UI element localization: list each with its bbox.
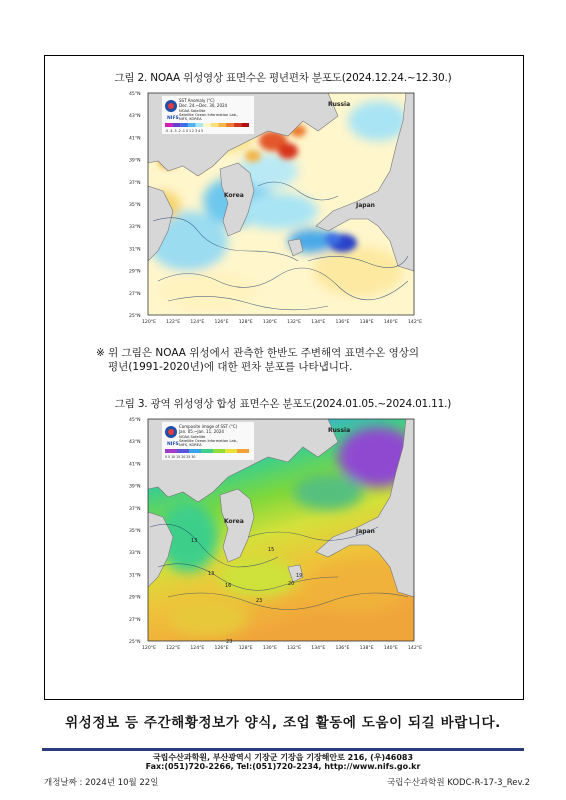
lat-tick-label: 33°N [129,551,141,557]
lon-tick-label: 130°E [262,646,277,651]
sst-composite-map [128,417,420,657]
colorbar-swatch [188,123,196,127]
note-line-2: 평년(1991-2020년)에 대한 편차 분포를 나타냅니다. [108,361,353,373]
colorbar-swatch [226,123,234,127]
lon-tick-label: 122°E [166,646,181,651]
contour-label: 20 [288,581,295,587]
lat-tick-label: 39°N [129,484,141,490]
label-japan: Japan [356,528,375,535]
lon-tick-label: 136°E [335,646,350,651]
contour-label: 19 [296,573,303,579]
lon-tick-label: 134°E [311,320,326,325]
lat-tick-label: 25°N [129,314,141,319]
lat-tick-label: 29°N [129,595,141,601]
colorbar-swatch [165,123,173,127]
logo-text: NIFS [167,116,179,121]
footer-contact: Fax:(051)720-2266, Tel:(051)720-2234, http://www.nifs.go.kr [145,762,421,771]
colorbar-swatch [237,449,249,453]
contour-label: 13 [191,538,198,544]
lon-tick-label: 124°E [190,646,205,651]
legend-colorbar [165,123,249,127]
legend-org: NIFS, KOREA [179,117,202,121]
footer-rule [42,748,524,751]
lat-tick-label: 43°N [129,114,141,120]
lon-tick-label: 140°E [383,320,398,325]
legend-colorbar [165,449,249,453]
legend-scale-labels: -5 -4 -3 -2 -1 0 1 2 3 4 5 [165,129,204,133]
lat-tick-label: 25°N [129,640,141,645]
logo-text: NIFS [167,442,179,447]
colorbar-swatch [225,449,237,453]
lon-tick-label: 132°E [287,646,302,651]
slogan-text: 위성정보 등 주간해황정보가 양식, 조업 활동에 도움이 되길 바랍니다. [65,715,501,731]
lon-tick-label: 126°E [214,646,229,651]
label-korea: Korea [224,192,244,199]
lon-tick-label: 138°E [359,646,374,651]
lat-tick-label: 27°N [129,617,141,623]
colorbar-swatch [234,123,242,127]
anomaly-legend [162,96,254,134]
lon-tick-label: 122°E [166,320,181,325]
lat-tick-label: 31°N [129,573,141,579]
label-russia: Russia [328,101,351,108]
colorbar-swatch [201,449,213,453]
lat-tick-label: 35°N [129,203,141,208]
contour-label: 13 [208,571,215,577]
figure-note [96,346,486,374]
lon-tick-label: 126°E [214,320,229,325]
lon-tick-label: 130°E [262,320,277,325]
colorbar-swatch [203,123,211,127]
lon-tick-label: 120°E [142,646,156,651]
lat-tick-label: 27°N [129,291,141,297]
lat-tick-label: 37°N [129,506,141,512]
label-korea: Korea [224,518,244,525]
label-japan: Japan [356,202,375,209]
lon-tick-label: 142°E [408,320,422,325]
lat-tick-label: 33°N [129,225,141,231]
label-russia: Russia [328,427,351,434]
contour-label: 16 [225,583,232,589]
lon-tick-label: 120°E [142,320,156,325]
colorbar-swatch [241,123,249,127]
legend-source: NOAA Satellite [179,109,206,113]
document-code: 국립수산과학원 KODC-R-17-3_Rev.2 [387,778,530,788]
footer-address: 국립수산과학원, 부산광역시 기장군 기장읍 기장해안로 216, (우)46083 [152,753,414,762]
colorbar-swatch [218,123,226,127]
lon-tick-label: 124°E [190,320,205,325]
lat-tick-label: 29°N [129,269,141,275]
lat-tick-label: 31°N [129,247,141,253]
legend-date: Jan. 05.~Jan. 11, 2024 [179,429,224,434]
lon-tick-label: 138°E [359,320,374,325]
legend-lab: Satellite Ocean Information Lab., [179,439,239,443]
composite-legend [162,422,254,460]
figure-3-caption: 그림 3. 광역 위성영상 합성 표면수온 분포도(2024.01.05.~2024.01.11.) [114,398,452,410]
lon-tick-label: 142°E [408,646,422,651]
legend-lab: Satellite Ocean Information Lab., [179,113,239,117]
colorbar-swatch [211,123,219,127]
contour-label: 23 [226,639,233,645]
legend-source: NOAA Satellite [179,435,206,439]
note-line-1: ※ 위 그림은 NOAA 위성에서 관측한 한반도 주변해역 표면수온 영상의 [96,347,420,359]
colorbar-swatch [180,123,188,127]
lat-tick-label: 43°N [129,440,141,446]
lat-tick-label: 37°N [129,180,141,186]
legend-title: SST Anomaly (°C) [179,98,215,103]
lat-tick-label: 41°N [129,462,141,468]
legend-scale-labels: 0 5 10 15 20 25 30 [165,455,196,459]
lat-tick-label: 45°N [129,418,141,423]
colorbar-swatch [177,449,189,453]
contour-label: 15 [268,547,275,553]
colorbar-swatch [165,449,177,453]
lon-tick-label: 140°E [383,646,398,651]
lat-tick-label: 35°N [129,529,141,534]
lon-tick-label: 128°E [238,320,253,325]
lon-tick-label: 134°E [311,646,326,651]
lat-tick-label: 45°N [129,92,141,97]
figure-2-caption: 그림 2. NOAA 위성영상 표면수온 평년편차 분포도(2024.12.24.~12.30.) [114,72,452,84]
revision-date: 개정날짜 : 2024년 10월 22일 [44,778,159,788]
contour-label: 23 [256,598,263,604]
sst-anomaly-map [128,91,420,331]
colorbar-swatch [189,449,201,453]
colorbar-swatch [213,449,225,453]
legend-org: NIFS, KOREA [179,443,202,447]
lat-tick-label: 41°N [129,136,141,142]
lat-tick-label: 39°N [129,158,141,164]
legend-title: Composite image of SST (°C) [179,424,238,429]
lon-tick-label: 128°E [238,646,253,651]
colorbar-swatch [173,123,181,127]
lon-tick-label: 132°E [287,320,302,325]
lon-tick-label: 136°E [335,320,350,325]
colorbar-swatch [196,123,204,127]
legend-date: Dec. 24.~Dec. 30, 2024 [179,103,228,108]
